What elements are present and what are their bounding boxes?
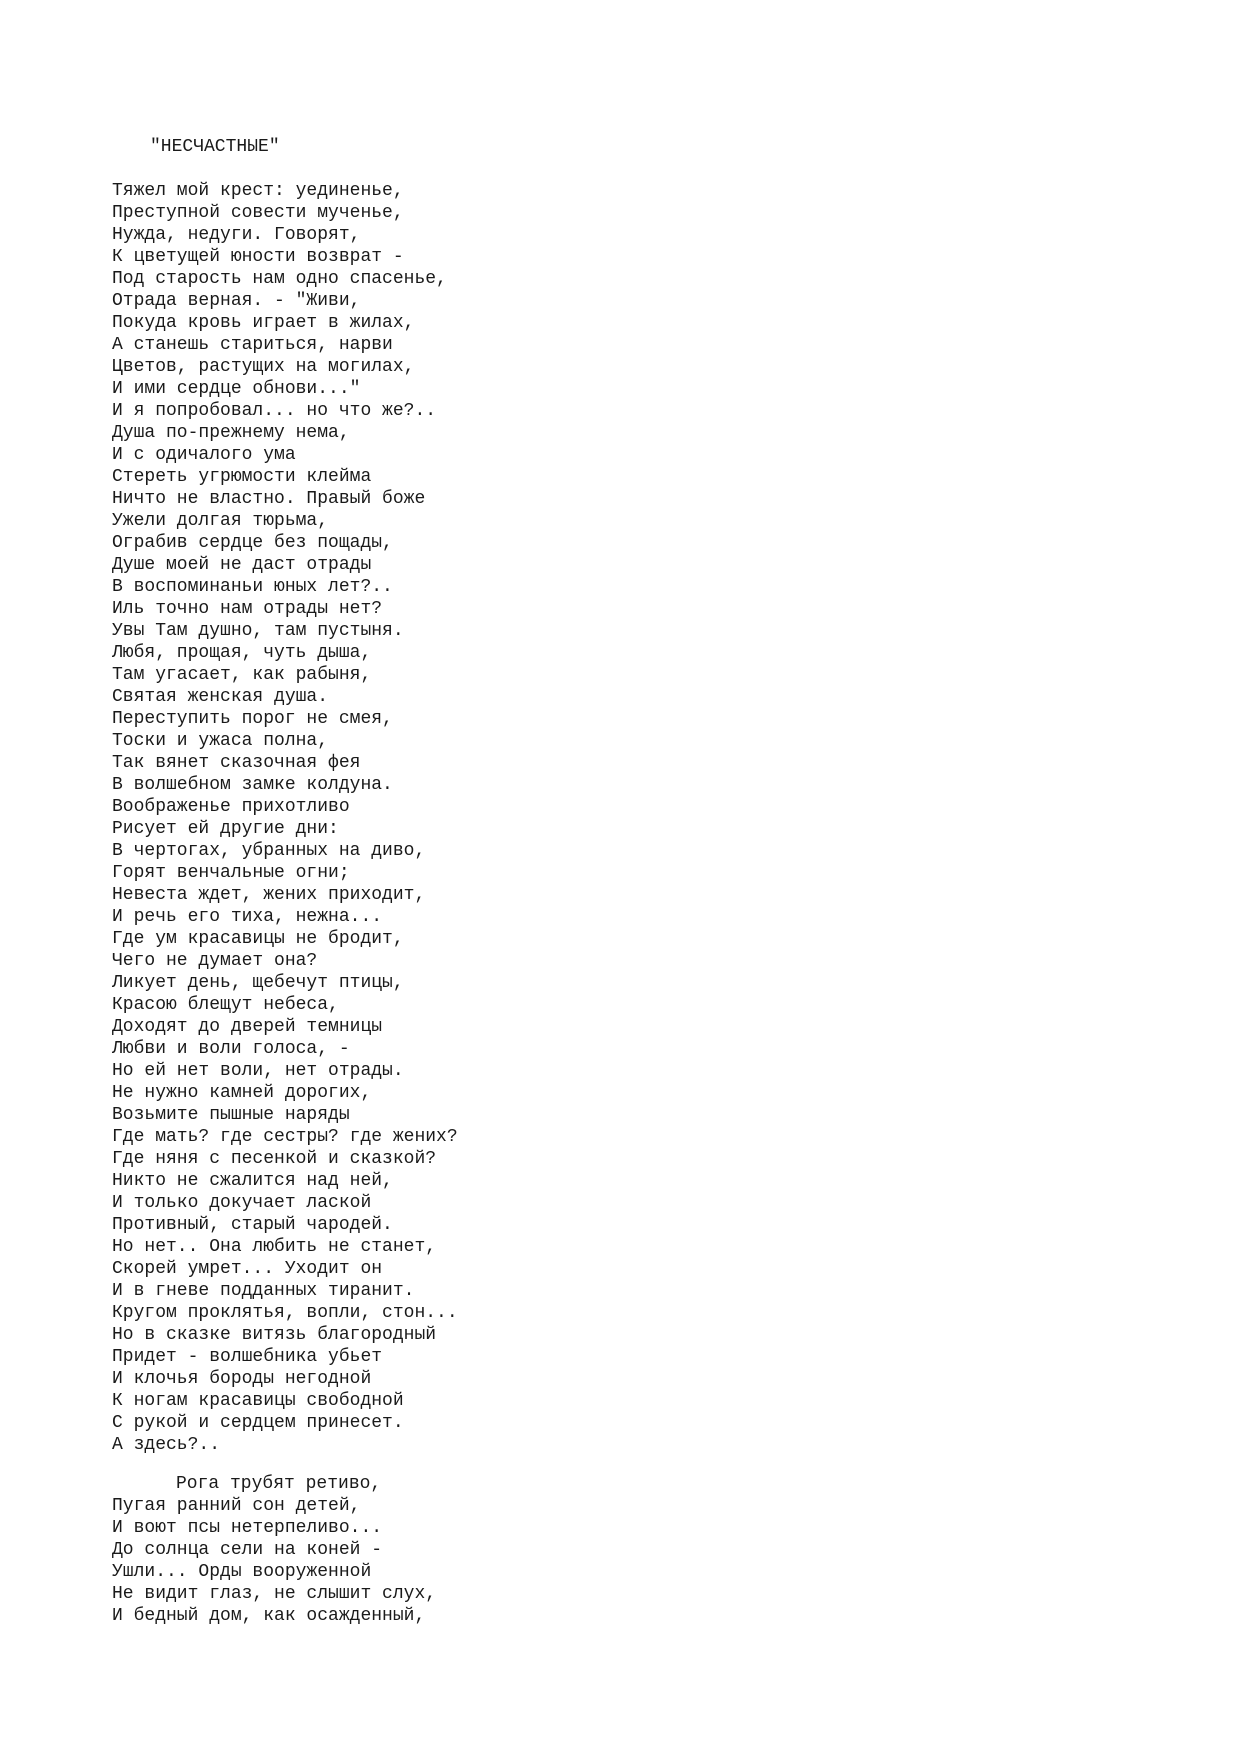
poem-stanza-1	[112, 180, 458, 1456]
poem-line: Не нужно камней дорогих,	[112, 1083, 372, 1103]
poem-line: Преступной совести мученье,	[112, 203, 404, 223]
poem-line: А станешь стариться, нарви	[112, 335, 393, 355]
poem-line: Тоски и ужаса полна,	[112, 731, 329, 751]
poem-line: Под старость нам одно спасенье,	[112, 269, 447, 289]
poem-line: Ничто не властно. Правый боже	[112, 489, 426, 509]
poem-line: Любви и воли голоса, -	[112, 1039, 350, 1059]
poem-line: И ими сердце обнови..."	[112, 379, 361, 399]
poem-line: Переступить порог не смея,	[112, 709, 393, 729]
poem-line: Тяжел мой крест: уединенье,	[112, 181, 404, 201]
poem-line: Кругом проклятья, вопли, стон...	[112, 1303, 458, 1323]
poem-line: Где ум красавицы не бродит,	[112, 929, 404, 949]
poem-line: И я попробовал... но что же?..	[112, 401, 437, 421]
poem-line: Любя, прощая, чуть дыша,	[112, 643, 372, 663]
poem-line: Иль точно нам отрады нет?	[112, 599, 383, 619]
poem-line: Душе моей не даст отрады	[112, 555, 372, 575]
poem-line: И речь его тиха, нежна...	[112, 907, 383, 927]
poem-line: Покуда кровь играет в жилах,	[112, 313, 415, 333]
poem-line-indented: Рога трубят ретиво,	[176, 1474, 382, 1494]
poem-line: И только докучает лаской	[112, 1193, 372, 1213]
poem-line: В воспоминаньи юных лет?..	[112, 577, 393, 597]
poem-line: Душа по-прежнему нема,	[112, 423, 350, 443]
poem-line: Увы Там душно, там пустыня.	[112, 621, 404, 641]
poem-line: Там угасает, как рабыня,	[112, 665, 372, 685]
poem-line: Ужели долгая тюрьма,	[112, 511, 329, 531]
poem-line: Доходят до дверей темницы	[112, 1017, 383, 1037]
poem-line: Ликует день, щебечут птицы,	[112, 973, 404, 993]
poem-line: До солнца сели на коней -	[112, 1540, 383, 1560]
poem-title: "НЕСЧАСТНЫЕ"	[150, 137, 280, 157]
poem-line: Но нет.. Она любить не станет,	[112, 1237, 437, 1257]
poem-line: И клочья бороды негодной	[112, 1369, 372, 1389]
poem-line: И воют псы нетерпеливо...	[112, 1518, 383, 1538]
poem-line: Придет - волшебника убьет	[112, 1347, 383, 1367]
poem-line: И с одичалого ума	[112, 445, 296, 465]
poem-line: Так вянет сказочная фея	[112, 753, 361, 773]
poem-line: Стереть угрюмости клейма	[112, 467, 372, 487]
poem-line: Воображенье прихотливо	[112, 797, 350, 817]
poem-line: Рисует ей другие дни:	[112, 819, 339, 839]
poem-line: В волшебном замке колдуна.	[112, 775, 393, 795]
poem-line: Возьмите пышные наряды	[112, 1105, 350, 1125]
poem-line: И бедный дом, как осажденный,	[112, 1606, 426, 1626]
poem-line: К ногам красавицы свободной	[112, 1391, 404, 1411]
poem-line: И в гневе подданных тиранит.	[112, 1281, 415, 1301]
poem-line: Противный, старый чародей.	[112, 1215, 393, 1235]
poem-line: Святая женская душа.	[112, 687, 329, 707]
poem-line: Но в сказке витязь благородный	[112, 1325, 437, 1345]
poem-line: Нужда, недуги. Говорят,	[112, 225, 361, 245]
poem-line: Отрада верная. - "Живи,	[112, 291, 361, 311]
poem-line: Чего не думает она?	[112, 951, 318, 971]
poem-line: Где мать? где сестры? где жених?	[112, 1127, 458, 1147]
poem-line: Никто не сжалится над ней,	[112, 1171, 393, 1191]
poem-line: Не видит глаз, не слышит слух,	[112, 1584, 437, 1604]
poem-line: А здесь?..	[112, 1435, 221, 1455]
poem-line: К цветущей юности возврат -	[112, 247, 404, 267]
poem-line: Пугая ранний сон детей,	[112, 1496, 361, 1516]
poem-line: С рукой и сердцем принесет.	[112, 1413, 404, 1433]
poem-line: Скорей умрет... Уходит он	[112, 1259, 383, 1279]
poem-line: Но ей нет воли, нет отрады.	[112, 1061, 404, 1081]
poem-stanza-2	[112, 1473, 436, 1627]
poem-line: Горят венчальные огни;	[112, 863, 350, 883]
poem-line: Цветов, растущих на могилах,	[112, 357, 415, 377]
poem-line: Ушли... Орды вооруженной	[112, 1562, 372, 1582]
poem-line: В чертогах, убранных на диво,	[112, 841, 426, 861]
poem-line: Красою блещут небеса,	[112, 995, 339, 1015]
poem-line: Где няня с песенкой и сказкой?	[112, 1149, 437, 1169]
poem-line: Невеста ждет, жених приходит,	[112, 885, 426, 905]
poem-line: Ограбив сердце без пощады,	[112, 533, 393, 553]
